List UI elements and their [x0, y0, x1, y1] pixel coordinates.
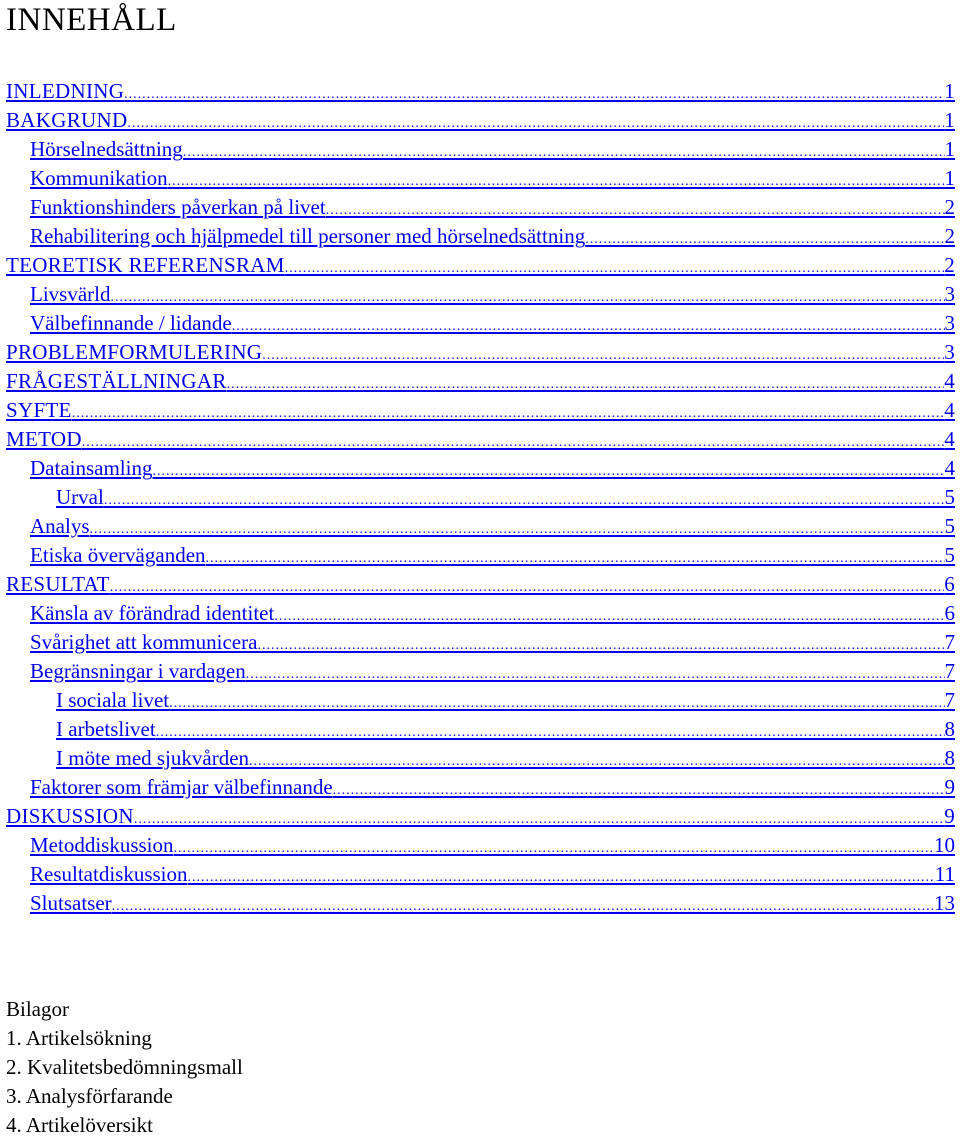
toc-link-text: Rehabilitering och hjälpmedel till personer med hörselnedsättning — [30, 224, 586, 248]
toc-dot-leader — [227, 367, 945, 399]
toc-link[interactable] — [6, 628, 955, 657]
toc-link-text: I sociala livet — [56, 688, 170, 712]
toc-link[interactable] — [6, 106, 955, 135]
appendix-item: 1. Artikelsökning — [6, 1026, 152, 1050]
toc-link-text: FRÅGESTÄLLNINGAR — [6, 369, 227, 393]
toc-dot-leader — [326, 193, 945, 225]
toc-link-text: SYFTE — [6, 398, 72, 422]
appendix-item: 3. Analysförfarande — [6, 1084, 173, 1108]
toc-link[interactable] — [6, 483, 955, 512]
toc-page-number: 9 — [944, 804, 955, 828]
toc-link-text: Känsla av förändrad identitet — [30, 601, 275, 625]
toc-link[interactable] — [6, 309, 955, 338]
toc-link-text: Datainsamling — [30, 456, 153, 480]
toc-dot-leader — [112, 889, 934, 921]
toc-link-text: I möte med sjukvården — [56, 746, 250, 770]
appendix-title: Bilagor — [6, 997, 69, 1021]
toc-item — [6, 831, 955, 860]
toc-item — [6, 628, 955, 657]
toc-item — [6, 860, 955, 889]
toc-dot-leader — [232, 309, 945, 341]
toc-item — [6, 512, 955, 541]
toc-item — [6, 164, 955, 193]
toc-link[interactable] — [6, 570, 955, 599]
toc-link-text: Kommunikation — [30, 166, 168, 190]
toc-link-text: Livsvärld — [30, 282, 111, 306]
toc-page-number: 1 — [944, 79, 955, 103]
toc-link[interactable] — [6, 222, 955, 251]
toc-link-text: Välbefinnande / lidande — [30, 311, 232, 335]
toc-link[interactable] — [6, 599, 955, 628]
toc-link-text: DISKUSSION — [6, 804, 134, 828]
toc-link[interactable] — [6, 280, 955, 309]
toc-link[interactable] — [6, 773, 955, 802]
toc-link-text: Metoddiskussion — [30, 833, 174, 857]
toc-link[interactable] — [6, 164, 955, 193]
toc-link[interactable] — [6, 338, 955, 367]
toc-link[interactable] — [6, 396, 955, 425]
toc-page-number: 1 — [944, 166, 955, 190]
toc-dot-leader — [585, 222, 944, 254]
toc-link[interactable] — [6, 831, 955, 860]
toc-dot-leader — [274, 599, 944, 631]
toc-item — [6, 454, 955, 483]
toc-item — [6, 251, 955, 280]
toc-link[interactable] — [6, 193, 955, 222]
toc-dot-leader — [152, 454, 944, 486]
table-of-contents — [6, 77, 955, 918]
toc-page-number: 2 — [944, 253, 955, 277]
toc-page-number: 13 — [934, 891, 955, 915]
toc-link-text: INLEDNING — [6, 79, 125, 103]
toc-item — [6, 657, 955, 686]
toc-dot-leader — [104, 483, 945, 515]
toc-dot-leader — [72, 396, 945, 428]
toc-page-number: 4 — [944, 398, 955, 422]
toc-page-number: 11 — [934, 862, 955, 886]
toc-item — [6, 686, 955, 715]
toc-link[interactable] — [6, 889, 955, 918]
toc-page-number: 4 — [944, 427, 955, 451]
toc-link[interactable] — [6, 802, 955, 831]
toc-dot-leader — [188, 860, 935, 892]
toc-dot-leader — [169, 686, 944, 718]
toc-item — [6, 193, 955, 222]
toc-item — [6, 367, 955, 396]
toc-link-text: Resultatdiskussion — [30, 862, 188, 886]
toc-link[interactable] — [6, 744, 955, 773]
toc-link-text: Faktorer som främjar välbefinnande — [30, 775, 333, 799]
toc-page-number: 5 — [944, 543, 955, 567]
toc-item — [6, 280, 955, 309]
toc-item — [6, 599, 955, 628]
toc-dot-leader — [285, 251, 944, 283]
toc-page-number: 7 — [944, 659, 955, 683]
toc-link[interactable] — [6, 686, 955, 715]
toc-dot-leader — [183, 135, 945, 167]
toc-item — [6, 570, 955, 599]
toc-link[interactable] — [6, 135, 955, 164]
toc-item — [6, 222, 955, 251]
toc-item — [6, 541, 955, 570]
toc-dot-leader — [249, 744, 944, 776]
toc-page-number: 8 — [944, 746, 955, 770]
appendix-list — [6, 995, 243, 1140]
toc-item — [6, 106, 955, 135]
toc-link[interactable] — [6, 251, 955, 280]
toc-page-number: 9 — [944, 775, 955, 799]
toc-item — [6, 889, 955, 918]
toc-dot-leader — [90, 512, 945, 544]
toc-item — [6, 135, 955, 164]
toc-link[interactable] — [6, 512, 955, 541]
toc-dot-leader — [110, 280, 944, 312]
appendix-item: 2. Kvalitetsbedömningsmall — [6, 1055, 243, 1079]
toc-page-number: 3 — [944, 311, 955, 335]
toc-dot-leader — [246, 657, 945, 689]
toc-page-number: 1 — [944, 108, 955, 132]
toc-link-text: I arbetslivet — [56, 717, 156, 741]
toc-link-text: TEORETISK REFERENSRAM — [6, 253, 285, 277]
toc-dot-leader — [156, 715, 945, 747]
toc-dot-leader — [124, 77, 944, 109]
toc-item — [6, 773, 955, 802]
toc-dot-leader — [127, 106, 944, 138]
toc-item — [6, 77, 955, 106]
toc-link[interactable] — [6, 657, 955, 686]
toc-page-number: 3 — [944, 340, 955, 364]
toc-page-number: 10 — [934, 833, 955, 857]
toc-link-text: METOD — [6, 427, 82, 451]
toc-dot-leader — [110, 570, 944, 602]
toc-dot-leader — [82, 425, 944, 457]
toc-link[interactable] — [6, 77, 955, 106]
toc-dot-leader — [168, 164, 945, 196]
toc-dot-leader — [262, 338, 944, 370]
toc-item — [6, 802, 955, 831]
toc-item — [6, 309, 955, 338]
toc-link-text: Etiska överväganden — [30, 543, 206, 567]
toc-item — [6, 744, 955, 773]
toc-page-number: 7 — [944, 688, 955, 712]
toc-page-number: 8 — [944, 717, 955, 741]
page-title: INNEHÅLL — [6, 2, 177, 38]
toc-page-number: 1 — [944, 137, 955, 161]
toc-page-number: 5 — [944, 485, 955, 509]
toc-link-text: Hörselnedsättning — [30, 137, 183, 161]
toc-link[interactable] — [6, 425, 955, 454]
toc-link[interactable] — [6, 367, 955, 396]
toc-link-text: BAKGRUND — [6, 108, 128, 132]
toc-link[interactable] — [6, 541, 955, 570]
toc-item — [6, 483, 955, 512]
toc-link-text: Funktionshinders påverkan på livet — [30, 195, 326, 219]
toc-link[interactable] — [6, 715, 955, 744]
toc-item — [6, 715, 955, 744]
toc-link[interactable] — [6, 454, 955, 483]
toc-page-number: 3 — [944, 282, 955, 306]
toc-link-text: Analys — [30, 514, 90, 538]
toc-link[interactable] — [6, 860, 955, 889]
toc-item — [6, 338, 955, 367]
toc-link-text: Urval — [56, 485, 104, 509]
toc-dot-leader — [174, 831, 934, 863]
toc-link-text: Svårighet att kommunicera — [30, 630, 258, 654]
toc-dot-leader — [257, 628, 944, 660]
toc-item — [6, 425, 955, 454]
toc-link-text: RESULTAT — [6, 572, 110, 596]
toc-page-number: 6 — [944, 601, 955, 625]
toc-page-number: 4 — [944, 456, 955, 480]
toc-link-text: Begränsningar i vardagen — [30, 659, 246, 683]
toc-page-number: 7 — [944, 630, 955, 654]
toc-page-number: 4 — [944, 369, 955, 393]
toc-page-number: 6 — [944, 572, 955, 596]
toc-dot-leader — [333, 773, 945, 805]
toc-dot-leader — [206, 541, 945, 573]
toc-page-number: 2 — [944, 224, 955, 248]
toc-link-text: PROBLEMFORMULERING — [6, 340, 263, 364]
toc-page-number: 5 — [944, 514, 955, 538]
appendix-item: 4. Artikelöversikt — [6, 1113, 153, 1137]
toc-page-number: 2 — [944, 195, 955, 219]
toc-item — [6, 396, 955, 425]
toc-link-text: Slutsatser — [30, 891, 112, 915]
toc-dot-leader — [134, 802, 944, 834]
